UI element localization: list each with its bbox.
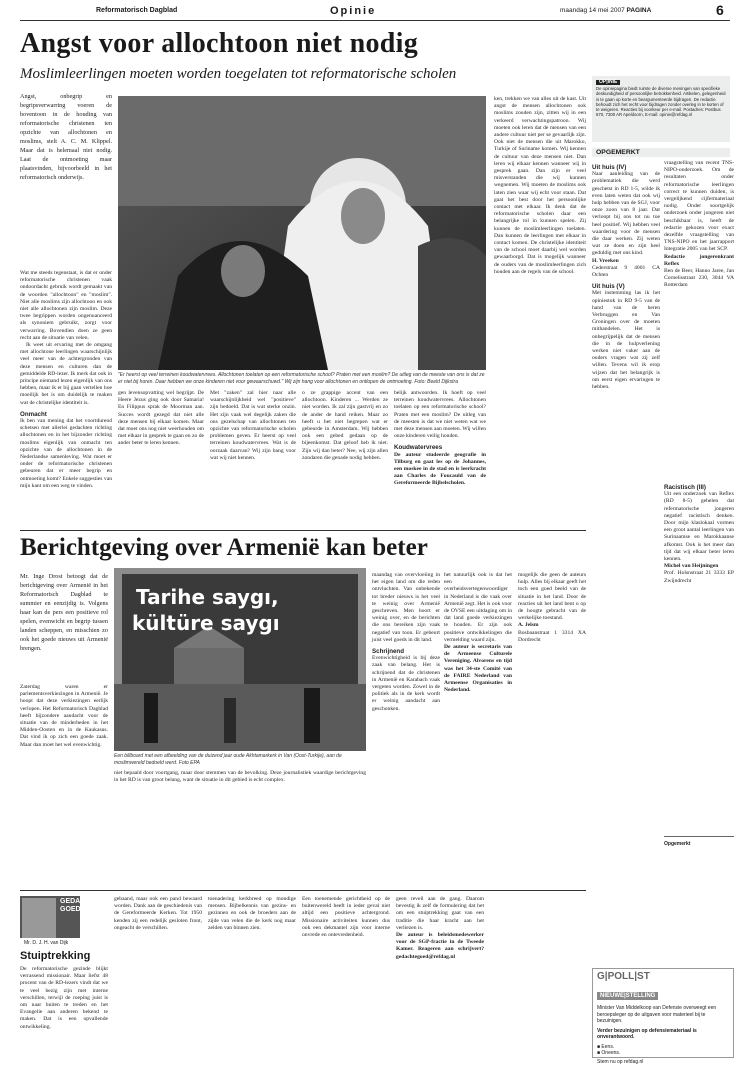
author-bio: De auteur studeerde geografie in Tilburg en gaat les op de Johannes, een moskee in de stad en is leerkracht aan Charles de Foucauld van de Gereformeerde Bijbelscholen. (394, 451, 486, 487)
paragraph: Ik ben van mening dat het voortdurend schetsen met allerlei gedachten richting allochtonen en in het bijzonder richting moslims eigenlijk van onmacht ten opzichte van de allochtonen in de Nederlandse samenleving. Wat moet er onder de reformatorische christenen gebeuren dat er meer begrip en ontmoeting komt? Enkele suggesties van mijn kant om een weg te vinden. (20, 418, 112, 489)
letter-text: Uit een onderzoek van Reflex (RD 8-5) gehelen dat refermatorische jongeren negatief racistisch denken. Door mijn klaslokaal vormen een groot aantal leerlingen van Surinaamse en Marokkaanse afkomst. Ook is het meer dan tijd dat wij elkaar beter leren kennen. (664, 491, 734, 563)
photo-billboard (114, 568, 366, 751)
section-name: Opinie (330, 5, 377, 17)
letter-text: vraagstelling van recent TNS-NIPO-onderzoek. Om de resultaten onder reformatorische leerlingen correct te kunnen duiden, is vergelijkend cijfermateriaal nodig. Onder soortgelijk onderzoek onder jongeren niet beschikbaar is, heeft de redactie gekozen voor exact dezelfde vraagstelling van TNS-NIPO en het jaarrapport Integratie 2005 van het SCP. (664, 160, 734, 253)
letter-address: Prof. Holsnstraat 21 3333 EP Zwijndrecht (664, 570, 734, 584)
paragraph: belijk antwoorden. Ik hoeft op veel terreinen koudwatervrees. Allochtonen toelaten op een reformatorische school? Praten met een moslim? De uitleg van de meesten is dat we niet weten wat we met deze mensen aan moeten. Wij willen onze kinderen veilig houden. (394, 390, 486, 440)
opinie-tag: OP|INIE (596, 80, 620, 85)
letters-col2 (664, 160, 734, 480)
letter-address: Ben de Beer, Hanno Jaree, Jan Cornelisstraat 230, 3044 VA Rotterdam (664, 268, 734, 289)
article2-headline: Berichtgeving over Armenië kan beter (20, 534, 428, 561)
caption-text: "Er heerst op veel terreinen koudwatervrees. Allochtonen toelaten op een reformatorische school? Praten met een moslim? De uitleg van de meeste van ons is dat ze er niet bij horen. Daar hebben we onze kinderen niet voor gewaarschuwd." Wij zijn hang voor allochtonen en ontlopen de ontmoeting. (118, 372, 485, 385)
opgemerkt-label: OPGEMERKT (592, 148, 730, 157)
poll-question: Minister Van Middelkoop van Defensie overweegt een beroepsleger op de uitgaven voor materieel bij te bezuinigen. (597, 1005, 717, 1024)
article1-intro: Angst, onbegrip en begripsverwarring voeren de boventoon in de houding van reformatorische christenen ten opzichte van allochtonen en moslims, stelt A. C. M. Klippel. Maar dat is helemaal niet nodig. Laat de ontmoeting maar plaatsvinden, bijvoorbeeld in het reformatorisch onderwijs. (20, 93, 112, 181)
opinie-text: De opiniepagina biedt ruimte de diverse meningen van specifieke deskundigheid of persoonlijke betrokkenheid. Artikelen, gelegenheid is te gaan op korte en beargumenteerde bijdragen. De redactie behoudt zich het recht voor bijdragen zonder overleg in te korten of te weigeren. Reacties bij voorkeur per e-mail. Postadres: Postbus 670, 7300 AR Apeldoorn, E-mail: opinie@refdag.nl (596, 86, 726, 118)
article2-col3 (372, 572, 440, 884)
article1-caption (118, 372, 486, 386)
author-bio: De auteur is secretaris van de Armeense Culturele Vereniging. Alvorens en tijd was het 34-ste Comité van de FAIRE Nederland van Armeense Organisaties in Nederland. (444, 644, 512, 694)
article2-caption (114, 753, 366, 767)
article1-col4 (302, 390, 388, 526)
paragraph: Evenwichtigheid is bij deze zaak van belang. Het is schrijnend dat de christenen in Armenië en Karabach vaak vergeten worden. Zowel in de politiek als in de kerk wordt er weinig aandacht aan geschonken. (372, 655, 440, 712)
option-label: Oneens. (601, 1050, 621, 1056)
date: maandag 14 mei 2007 (560, 7, 625, 14)
poll-option-disagree[interactable]: ■ Oneens. (597, 1050, 621, 1056)
page-header (0, 0, 738, 22)
subheading: Onmacht (20, 410, 47, 418)
article3-col2: gebaand, maar ook een pand bewaard worden. Dank aan de geschiedenis van de Gereformeerde Kerken. Tot 1950 kenden zij een redelijk gesloten front, ongeacht de verschillen. (114, 896, 202, 931)
letter-text: Naar aanleiding van de problematiek die werd geschetst in RD 1-5, wilde ik even laten weten dat ook wij hulp hebben van de SGJ, voor onze zoon van 8 jaar. Dat verloopt bij ons tot nu toe heel positief. Wij hebben veel waardering voor de mensen die daar werken. Zij weten wat ze doen en zijn heel geduldig met ons kind. (592, 171, 660, 257)
article3-col4: Een toenemende gerichtheid op de buitenwereld heeft in ieder geval niet altijd een positieve achtergrond. Missionaire activiteiten kunnen dus ook een dekmantel zijn voor interne onvrede en ontevredenheid. (302, 896, 390, 939)
photo-women-headscarves (118, 96, 486, 370)
opinie-info-box (592, 76, 730, 142)
article1-col-right (494, 96, 586, 528)
letter-title: Uit huis (IV) (592, 164, 627, 171)
poll-footer[interactable]: Stem nu op refdag.nl (597, 1058, 644, 1065)
photo-credit: Foto EPA (178, 759, 200, 766)
subheading: Schrijnend (372, 648, 404, 656)
article1-headline: Angst voor allochtoon niet nodig (20, 28, 419, 59)
header-rule (20, 20, 730, 21)
article1-photo (118, 96, 486, 370)
article1-deck: Moslimleerlingen moeten worden toegelaten tot reformatorische scholen (20, 66, 457, 82)
article2-col1: Zaterdag waren er parlementsverkiezingen in Armenië. Je hoopt dat deze verkiezingen eerlijk verlopen. Het Reformatorisch Dagblad heeft bijzondere aandacht voor de situatie van de minderheden in het Midden-Oosten en in de Kaukasus. Dat vind ik op zich een goede zaak. Maar dan moet het wel evenwichtig. (20, 684, 108, 748)
article3-col5 (396, 896, 484, 1060)
article2-photo (114, 568, 366, 751)
section-rule (20, 890, 586, 891)
paragraph: mogelijk die geen de auteurs hulp. Alles bij elkaar geeft het toch een goed beeld van de situatie in het land. Door de reacties uit het land bent u op de hoogte gebracht van de werkelijke toestand. (518, 572, 586, 622)
caption-text: Een billboard met een afbeelding van de duizend jaar oude Akhtamarkerk in Van (Oost-Turkije), aan de moslimwereld bedoeld werd. (114, 753, 342, 766)
letter-address: Cederstraat 9 4001 CA Ochten (592, 264, 660, 279)
billboard-line1: Tarihe saygı, (136, 585, 279, 609)
poll-subtitle: NIEUWE|STELLING (597, 992, 658, 1000)
letter-title: Uit huis (V) (592, 283, 625, 291)
letter-author: A. Jelsm (518, 622, 539, 629)
article3-col3: toenadering kerkbreed op mondige mensen. Bijbelkennis van gezins- en gezinnen en ook de broeders aan de zijde van velen die de kerk nog maar zelden van binnen zien. (208, 896, 296, 931)
article2-below-photo: niet bepaald door voortgang, maar door stemmen van de bevolking. Deze journalistiek waardige berichtgeving in het RD is van groot belang, want de situatie in dit gebied is echt complex. (114, 770, 366, 784)
opgemerkt-footnote (664, 836, 734, 956)
paragraph: maandag van overvloeiing in het eigen land om die reden ontvluchten. Van onbekende tot breder nieuws is het veel te weinig over Armenië geschreven. Men hoort er weinig over, en de berichten die ons bereiken zijn vaak negatief van toon. Er gebeurt juist veel goeds in dit land. (372, 572, 440, 643)
paragraph: Met "zaken" zal hier naar alle waarschijnlijkheid wel "positieve" zijn bedoeld. Dat is wat sterke onzin. Het zijn vaak wel degelijk zaken die ons gezelschap van allochtonen ten opzichte van reformatorische scholen problemen geven. Er heerst op veel terreinen koudwatervrees. Wat is de oorzaak daarvan? Wij zijn bang voor wat wij niet kennen. (210, 390, 296, 461)
article3-col1: De reformatorische gezinde blijkt verrassend missionair. Maar liefst 48 procent van de RD-lezers vindt dat we te veel bezig zijn met interne verschillen, terwijl de roeping juist is om naar buiten te treden en het Evangelie aan anderen bekend te maken. Dat is een opvallende ontwikkeling. (20, 966, 108, 1030)
paragraph: het natuurlijk ook is dat het een overheidsvertegenwoordiger in Nederland is die vaak over Armenië zegt. Het is ook voor de OVSE een uitdaging om in dat land goede verkiezingen te houden. Er zijn ook positieve ontwikkelingen die vermelding waard zijn. (444, 572, 512, 643)
author-portrait (22, 898, 56, 938)
article1-col1 (20, 270, 112, 526)
photo-credit: Foto: Beeld Dijkstra (414, 378, 459, 385)
footnote-label: Opgemerkt (664, 841, 691, 847)
billboard-line2: kültüre saygı (132, 611, 280, 635)
letter-author: H. Vreeken (592, 257, 619, 264)
poll-statement: Verder bezuinigen op defensiemateriaal is onverantwoord. (597, 1027, 697, 1040)
letter-author: Michel van Heijningen (664, 563, 719, 570)
option-label: Eens. (601, 1043, 615, 1050)
letter-text: Met instemming las ik het opiniestuk in RD 9-5 van de hand van de heren Verbruggen en Van Groningen over de moeten mithandelen. Het is onbegrijpelijk dat de mensen die in de hulpverlening werken niet vaker aan de ouders vragen wat zij zelf willen. Tevens wil ik erop wijzen dat het belangrijk is om eerst eigen ervaringen te hebben. (592, 290, 660, 391)
publication-name: Reformatorisch Dagblad (96, 7, 178, 14)
section-rule (20, 530, 586, 531)
column-label (60, 898, 102, 914)
paragraph: gen levensopvatting wel begrijpt. De Heere Jezus ging ook door Samaria! En Filippus sprak de Moorman aan. Succes wordt gezegd dat niet alle deze mensen bij elkaar komen. Maar dat moet ons nog niet weerhouden om met elkaar in gesprek te gaan en zo de ander beter te leren kennen. (118, 390, 204, 447)
letter-author: Redactie jongerenkrant Reflex (664, 253, 734, 267)
dateline (560, 7, 651, 14)
article2-intro: Mr. Inge Drost betoogt dat de berichtgeving over Armenië in het Reformatorisch Dagblad te summier en eenzijdig is. Volgens haar kan de pers een positieve rol spelen, evenwicht en begrip tussen landen scheppen, en misschien zo ook het goede nieuws uit Armenië brengen. (20, 573, 108, 652)
paragraph: Wat me steeds tegenstaat, is dat er onder reformatorische christenen vaak ondoordacht gebruik wordt gemaakt van de woorden "allochtoon" en "moslim". Niet alle moslims zijn allochtoon en ook niet alle allochtonen zijn moslim. Deze twee begrippen worden ongenuanceerd als synoniem gebruikt, zorgt voor verwarring. Bovendien doen ze geen recht aan de situatie van velen. (20, 270, 112, 341)
page-label: PAGINA (626, 7, 652, 14)
paragraph: o ze grappige accent van een allochtoon. Kinderen ... Werden ze niet worden. Ik zal zijn gastvrij en zo de ander de hand reiken. Maar zo heeft u het niet begrepen wat er gebeurde in Amsterdam. Wij hebben ook een gebed gedaan op de bijeenkomst. Dat geloof heb ik niet. Zijn wij dan beter? Nee, wij zijn allen zondaren die genade nodig hebben. (302, 390, 388, 461)
author-bio: De auteur is beleidsmedewerker voor de SGP-fractie in de Tweede Kamer. Reageren aan schrijvert? gedachtegoed@refdag.nl (396, 932, 484, 960)
page-number: 6 (716, 2, 724, 18)
subheading: Koudwatervrees (394, 444, 443, 452)
paragraph: Ik weet uit ervaring met de omgang met allochtone leerlingen waarschijnlijk veel meer van de achtergronden van deze mensen en culturen dan de gemiddelde RD-lezer. Ik merk dat ook in principe niemand lezen eigenlijk van ons hebben, maar ik er bij gaan vertellen hoe moeilijk het is om duidelijk te maken wat de christelijke identiteit is. (20, 342, 112, 406)
letters-col3 (664, 480, 734, 740)
column-label-line1: GEDACHTE (60, 898, 100, 905)
poll-box (592, 968, 734, 1065)
article1-col5 (394, 390, 486, 526)
paragraph: geen reveil aan de gang. Daarom bevestig ik zelf de formulering dat het om een stuiptrekking gaat van een traditie die haar kracht aan het verliezen is. (396, 896, 484, 931)
article1-col3 (210, 390, 296, 526)
article3-headline: Stuiptrekking (20, 950, 91, 962)
letter-title: Racistisch (III) (664, 484, 706, 491)
poll-option-agree[interactable]: ■ Eens. (597, 1043, 615, 1050)
column-author: Mr. D. J. H. van Dijk (24, 940, 69, 946)
poll-title: G|POLL|ST (597, 971, 650, 982)
poll-options (593, 1044, 733, 1068)
article2-col4 (444, 572, 512, 884)
article2-col5 (518, 572, 586, 884)
column-label-line2: GOED (60, 906, 81, 913)
letters-col1 (592, 160, 660, 630)
paragraph: ken, trekken we van alles uit de kast. Uit angst de mensen allochtonen ook moslims zouden zijn, zitten wij in een verkeerd verwachtingspatroon. Wij moeten ook leren dat de mensen van een andere cultuur niet per se gevaarlijk zijn. Ook niet de mensen die uit Marokko, Turkije of Suriname komen. Wij kennen de cultuur van deze mensen niet. Dan leren wij elkaar kennen wanneer wij in gesprek gaan. Dan zijn er veel misverstanden die wij kunnen wegnemen. Wij moeten de moslims ook laten zien waar wij echt voor staan. Dat gaat het best door het persoonlijke contact met elkaar. Ik denk dat de reformatorische scholen daar een belangrijke rol in kunnen spelen. Zij kunnen de moslimleerlingen toelaten. Dan kunnen de leerlingen met elkaar in contact komen. De christelijke identiteit van de school moet daarbij wel worden gewaarborgd. Dat is mogelijk wanneer de ouders van de moslimleerlingen zich houden aan de regels van de school. (494, 96, 586, 275)
letter-address: Bosbaanstraat 1 3314 XA Dordrecht (518, 629, 586, 643)
article1-col2 (118, 390, 204, 526)
